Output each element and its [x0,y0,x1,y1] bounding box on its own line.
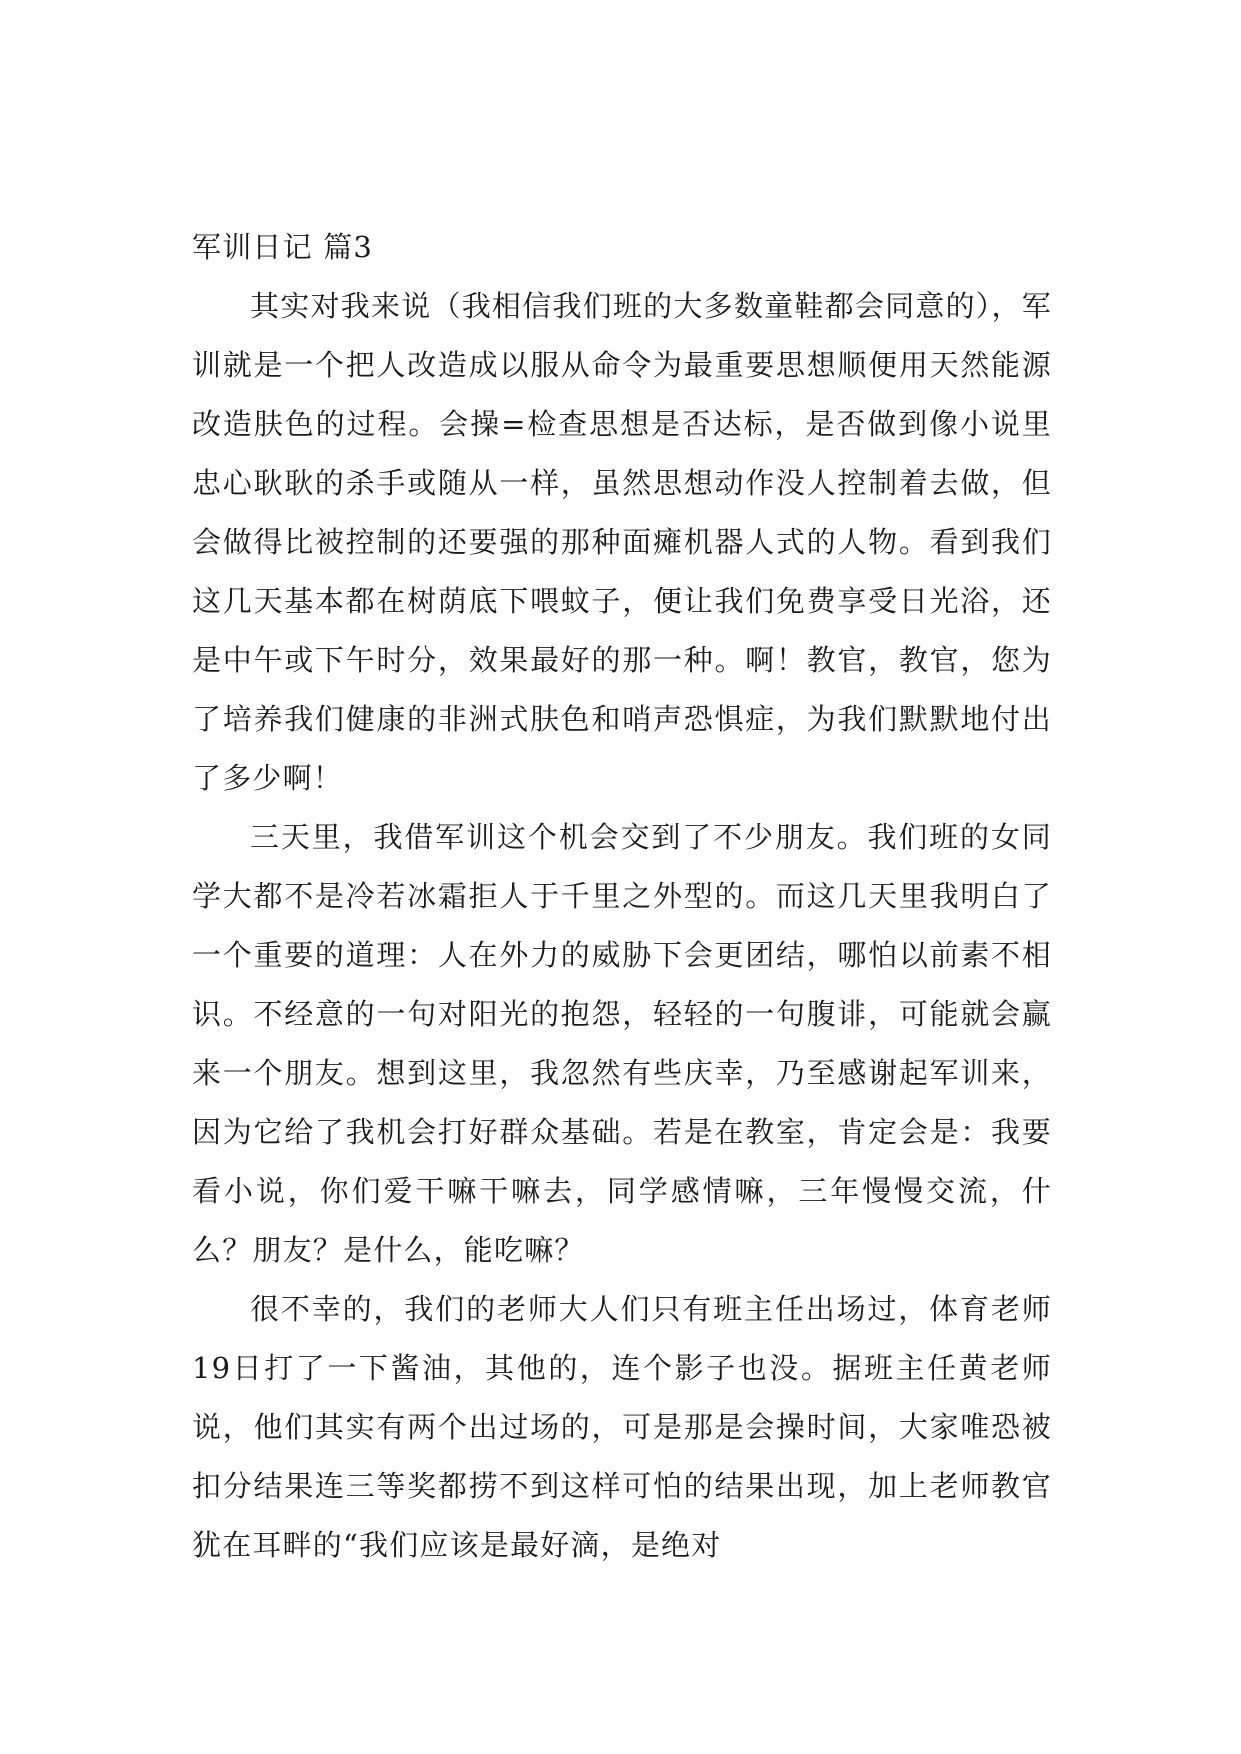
document-title: 军训日记 篇3 [192,230,374,264]
paragraph-3: 很不幸的，我们的老师大人们只有班主任出场过，体育老师19日打了一下酱油，其他的，连个影子也没。据班主任黄老师说，他们其实有两个出过场的，可是那是会操时间，大家唯恐被扣分结果连三等奖都捞不到这样可怕的结果出现，加上老师教官犹在耳畔的“我们应该是最好滴，是绝对 [192,1292,1052,1562]
paragraph-2: 三天里，我借军训这个机会交到了不少朋友。我们班的女同学大都不是冷若冰霜拒人于千里之外型的。而这几天里我明白了一个重要的道理：人在外力的威胁下会更团结，哪怕以前素不相识。不经意的一句对阳光的抱怨，轻轻的一句腹诽，可能就会赢来一个朋友。想到这里，我忽然有些庆幸，乃至感谢起军训来，因为它给了我机会打好群众基础。若是在教室，肯定会是：我要看小说，你们爱干嘛干嘛去，同学感情嘛，三年慢慢交流，什么？朋友？是什么，能吃嘛？ [192,820,1052,1267]
document-body [192,218,1052,1575]
paragraph-1: 其实对我来说（我相信我们班的大多数童鞋都会同意的），军训就是一个把人改造成以服从命令为最重要思想顺便用天然能源改造肤色的过程。会操=检查思想是否达标，是否做到像小说里忠心耿耿的杀手或随从一样，虽然思想动作没人控制着去做，但会做得比被控制的还要强的那种面瘫机器人式的人物。看到我们这几天基本都在树荫底下喂蚊子，便让我们免费享受日光浴，还是中午或下午时分，效果最好的那一种。啊！教官，教官，您为了培养我们健康的非洲式肤色和哨声恐惧症，为我们默默地付出了多少啊！ [192,289,1052,795]
